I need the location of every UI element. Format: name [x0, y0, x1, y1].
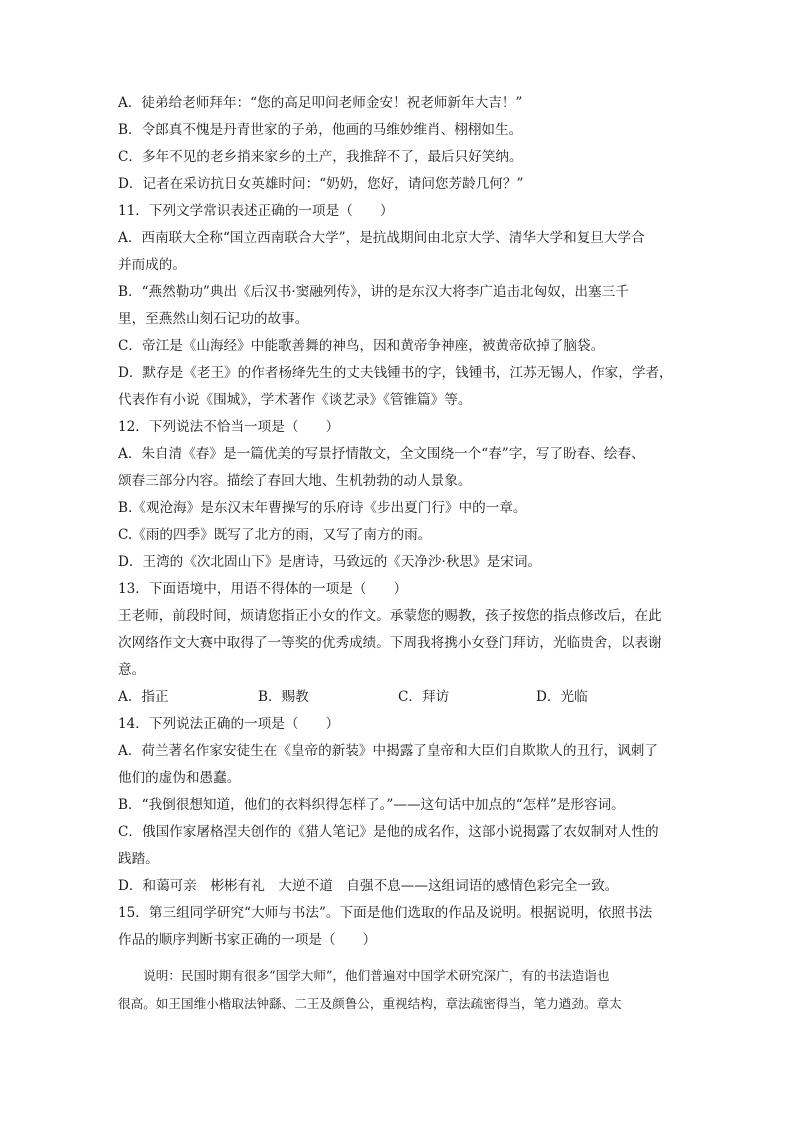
text-line: D．和蔼可亲 彬彬有礼 大逆不道 自强不息——这组词语的感情色彩完全一致。 — [118, 878, 619, 894]
text-line: C.《雨的四季》既写了北方的雨，又写了南方的雨。 — [118, 527, 432, 543]
note-line: 很高。如王国维小楷取法钟繇、二王及颜鲁公，重视结构，章法疏密得当，笔力遒劲。章太 — [118, 996, 622, 1011]
text-line: B．“燕然勒功”典出《后汉书·窦融列传》，讲的是东汉大将李广追击北匈奴，出塞三千 — [118, 284, 629, 300]
text-line: A．朱自清《春》是一篇优美的写景抒情散文，全文围绕一个“春”字，写了盼春、绘春、 — [118, 446, 645, 462]
text-line: C．帝江是《山海经》中能歌善舞的神鸟，因和黄帝争神座，被黄帝砍掉了脑袋。 — [118, 338, 605, 354]
text-line: 王老师，前段时间，烦请您指正小女的作文。承蒙您的赐教，孩子按您的指点修改后，在此 — [118, 608, 662, 624]
text-line: D．记者在采访抗日女英雄时问：“奶奶，您好，请问您芳龄几何？” — [118, 176, 524, 192]
text-line: 颂春三部分内容。描绘了春回大地、生机勃勃的动人景象。 — [118, 473, 472, 489]
question-13-stem: 13．下面语境中，用语不得体的一项是（ ） — [118, 581, 408, 597]
explanation-note — [118, 962, 678, 1018]
text-line: B．令郎真不愧是丹青世家的子弟，他画的马维妙维肖、栩栩如生。 — [118, 122, 523, 138]
text-line: 作品的顺序判断书家正确的一项是（ ） — [118, 932, 377, 948]
text-line: 他们的虚伪和愚蠢。 — [118, 770, 241, 786]
text-line: A．西南联大全称“国立西南联合大学”，是抗战期间由北京大学、清华大学和复旦大学合 — [118, 230, 645, 246]
question-13-options — [118, 684, 678, 711]
questions-block-1 — [118, 90, 678, 954]
text-line: 意。 — [118, 662, 146, 678]
text-line: 并而成的。 — [118, 257, 186, 273]
text-line: B.《观沧海》是东汉末年曹操写的乐府诗《步出夏门行》中的一章。 — [118, 500, 527, 516]
option-b: B．赐教 — [258, 689, 309, 705]
text-line: C．多年不见的老乡捎来家乡的土产，我推辞不了，最后只好笑纳。 — [118, 149, 523, 165]
option-a: A．指正 — [118, 689, 169, 705]
question-11-stem: 11．下列文学常识表述正确的一项是（ ） — [118, 203, 394, 219]
text-line: A．徒弟给老师拜年：“您的高足叩问老师金安！祝老师新年大吉！” — [118, 95, 523, 111]
note-line: 说明：民国时期有很多“国学大师”，他们普遍对中国学术研究深广，有的书法造诣也 — [118, 968, 610, 983]
text-line: D．默存是《老王》的作者杨绛先生的丈夫钱锺书的字，钱锺书，江苏无锡人，作家，学者， — [118, 365, 673, 381]
text-line: 里，至燕然山刻石记功的故事。 — [118, 311, 309, 327]
question-14-stem: 14．下列说法正确的一项是（ ） — [118, 716, 340, 732]
text-line: D．王湾的《次北固山下》是唐诗，马致远的《天净沙·秋思》是宋词。 — [118, 554, 542, 570]
text-line: 代表作有小说《围城》，学术著作《谈艺录》《管锥篇》等。 — [118, 392, 472, 408]
option-c: C．拜访 — [398, 689, 450, 705]
option-d: D．光临 — [536, 689, 588, 705]
question-12-stem: 12．下列说法不恰当一项是（ ） — [118, 419, 340, 435]
text-line: C．俄国作家屠格涅夫创作的《猎人笔记》是他的成名作，这部小说揭露了农奴制对人性的 — [118, 824, 659, 840]
text-line: 践踏。 — [118, 851, 159, 867]
question-15-stem: 15．第三组同学研究“大师与书法”。下面是他们选取的作品及说明。根据说明，依照书法 — [118, 905, 653, 921]
text-line: A．荷兰著名作家安徒生在《皇帝的新装》中揭露了皇帝和大臣们自欺欺人的丑行，讽刺了 — [118, 743, 658, 759]
text-line: B．“我倒很想知道，他们的衣料织得怎样了。”——这句话中加点的“怎样”是形容词。 — [118, 797, 625, 813]
text-line: 次网络作文大赛中取得了一等奖的优秀成绩。下周我将携小女登门拜访，光临贵舍，以表谢 — [118, 635, 662, 651]
